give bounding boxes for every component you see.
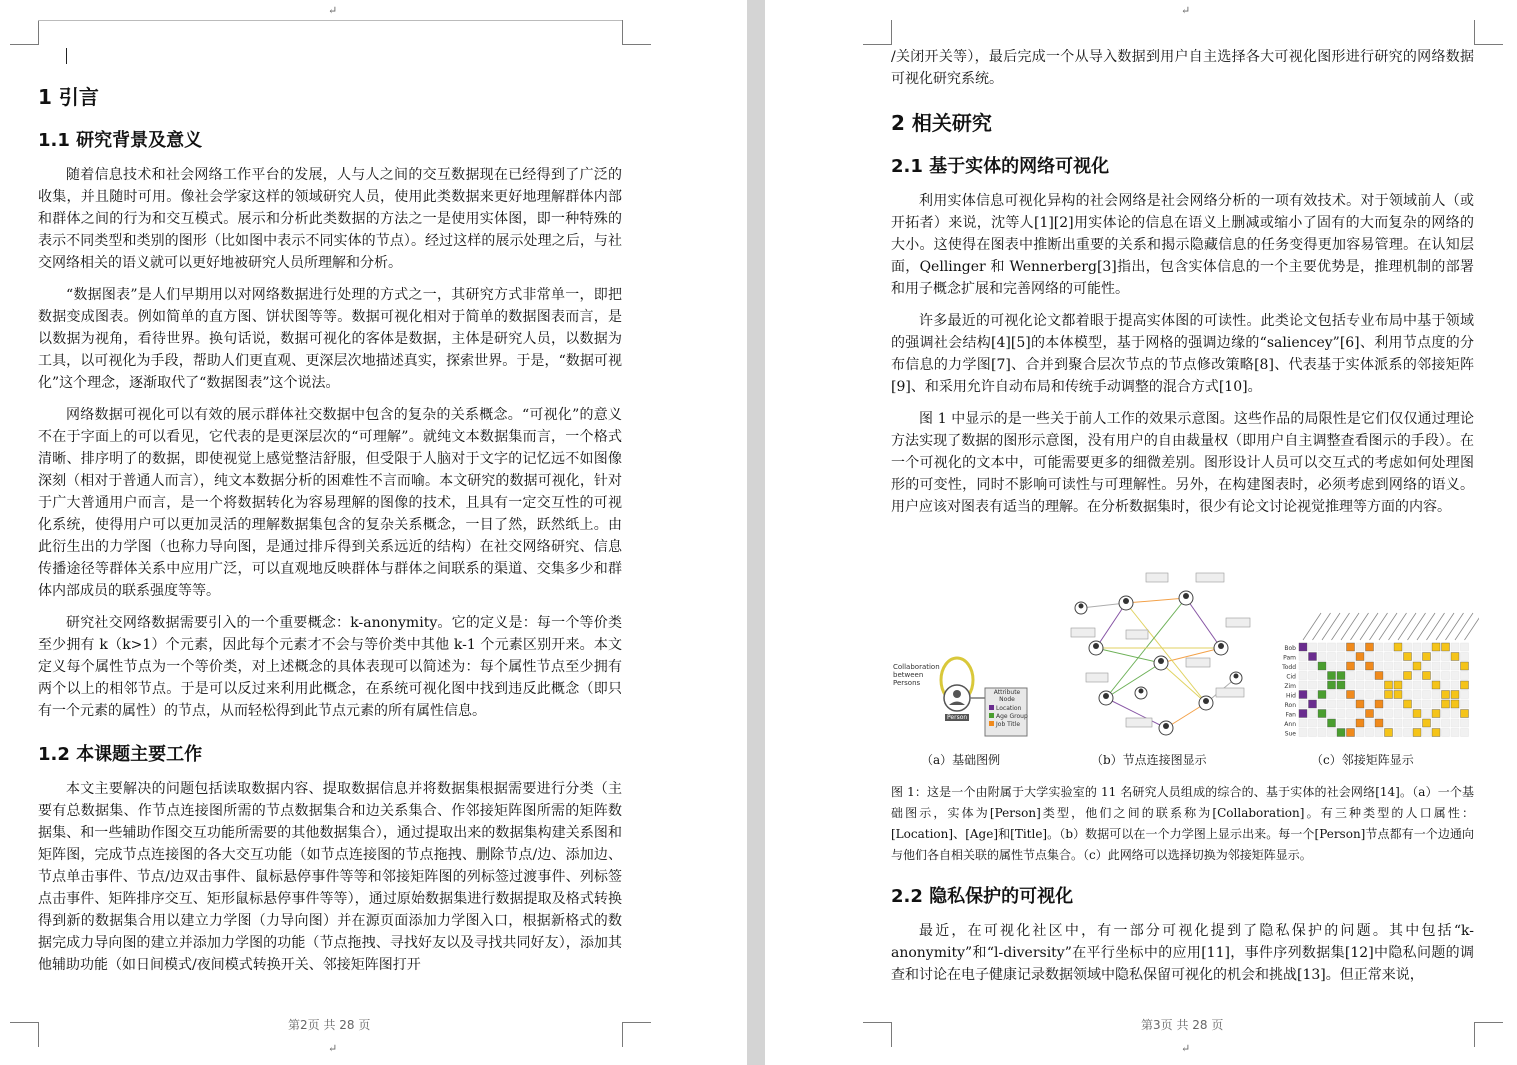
matrix-cell	[1442, 729, 1450, 737]
matrix-cell	[1404, 672, 1412, 680]
figure-caption: 图 1：这是一个由附属于大学实验室的 11 名研究人员组成的综合的、基于实体的社会网络[14]。（a）一个基础图示，实体为[Person]类型，他们之间的联系称为[Collaboration]。有三种类型的人口属性：[Location]、[Age]和[Title]。（b）数据可以在一个力学图上显示出来。每一个[Person]节点都有一个边通向与他们各自相关联的属性节点集合。（c）此网络可以选择切换为邻接矩阵显示。	[891, 785, 1474, 862]
matrix-cell	[1337, 719, 1345, 727]
matrix-cell	[1328, 700, 1336, 708]
matrix-cell	[1299, 681, 1307, 689]
matrix-cell	[1366, 643, 1374, 651]
matrix-cell	[1356, 700, 1364, 708]
matrix-cell	[1451, 691, 1459, 699]
paragraph: 图 1 中显示的是一些关于前人工作的效果示意图。这些作品的局限性是它们仅仅通过理论方法实现了数据的图形示意图，没有用户的自由裁量权（即用户自主调整查看图示的手段）。在一个可视化的文本中，可能需要更多的细微差别。图形设计人员可以交互式的考虑如何处理图形的可变性，同时不影响可读性与可理解性。另外，在构建图表时，必须考虑到网络的语义。用户应该对图表有适当的理解。在分析数据集时，很少有论文讨论视觉推理等方面的内容。	[891, 411, 1474, 515]
matrix-cell	[1318, 672, 1326, 680]
crop-mark	[863, 1022, 892, 1047]
matrix-cell	[1347, 710, 1355, 718]
matrix-column-label-mark	[1465, 613, 1480, 640]
page-footer: 第2页 共 28 页	[288, 1018, 371, 1032]
matrix-cell	[1356, 681, 1364, 689]
matrix-cell	[1299, 729, 1307, 737]
matrix-cell	[1432, 719, 1440, 727]
matrix-cell	[1299, 662, 1307, 670]
matrix-cell	[1442, 691, 1450, 699]
matrix-cell	[1461, 681, 1469, 689]
paragraph: 最近，在可视化社区中，有一部分可视化提到了隐私保护的问题。其中包括“k-anonymity”和“l-diversity”在平行坐标中的应用[11]，事件序列数据集[12]中隐私问题的调查和讨论在电子健康记录数据领域中隐私保留可视化的机会和挑战[13]。但正常来说，	[891, 923, 1474, 983]
left-page-body	[38, 86, 622, 976]
matrix-cell	[1299, 719, 1307, 727]
crop-mark	[863, 20, 892, 45]
heading-introduction: 1 引言	[38, 85, 99, 109]
matrix-cell	[1423, 653, 1431, 661]
matrix-cell	[1366, 681, 1374, 689]
matrix-cell	[1356, 672, 1364, 680]
matrix-cell	[1423, 691, 1431, 699]
paragraph-mark: ↵	[328, 1042, 338, 1055]
crop-mark	[10, 1022, 39, 1047]
paragraph-continued: /关闭开关等），最后完成一个从导入数据到用户自主选择各大可视化图形进行研究的网络数据可视化研究系统。	[891, 49, 1474, 87]
legend-items	[989, 705, 1028, 729]
matrix-cell	[1432, 710, 1440, 718]
matrix-cell	[1328, 672, 1336, 680]
heading-entity-visualization: 2.1 基于实体的网络可视化	[891, 156, 1110, 177]
matrix-cell	[1432, 691, 1440, 699]
matrix-cell	[1318, 653, 1326, 661]
matrix-cell	[1404, 700, 1412, 708]
matrix-cell	[1356, 643, 1364, 651]
paragraph-mark: ↵	[328, 4, 338, 17]
matrix-cell	[1375, 643, 1383, 651]
matrix-column-label-mark	[1351, 613, 1369, 640]
matrix-cell	[1385, 672, 1393, 680]
crop-mark	[622, 1022, 651, 1047]
matrix-column-label-mark	[1341, 613, 1359, 640]
paragraph: 随着信息技术和社会网络工作平台的发展，人与人之间的交互数据现在已经得到了广泛的收集，并且随时可用。像社会学家这样的领域研究人员，使用此类数据来更好地理解群体内部和群体之间的行为和交互模式。展示和分析此类数据的方法之一是使用实体图，即一种特殊的表示不同类型和类别的图形（比如图中表示不同实体的节点）。经过这样的展示处理之后，与社交网络相关的语义就可以更好地被研究人员所理解和分析。	[38, 167, 622, 271]
matrix-cell	[1404, 710, 1412, 718]
matrix-cell	[1356, 662, 1364, 670]
matrix-cell	[1404, 662, 1412, 670]
matrix-cell	[1394, 653, 1402, 661]
matrix-cell	[1318, 662, 1326, 670]
matrix-cell	[1423, 662, 1431, 670]
matrix-cell	[1328, 691, 1336, 699]
matrix-cell	[1394, 700, 1402, 708]
matrix-cell	[1356, 653, 1364, 661]
matrix-cell	[1328, 653, 1336, 661]
matrix-cell	[1385, 643, 1393, 651]
crop-mark	[622, 20, 651, 45]
matrix-cell	[1309, 681, 1317, 689]
legend-location: Location	[996, 705, 1022, 712]
matrix-cell	[1337, 672, 1345, 680]
legend-person-label: Person	[947, 714, 968, 721]
matrix-cell	[1347, 700, 1355, 708]
matrix-cell	[1375, 672, 1383, 680]
matrix-cell	[1309, 643, 1317, 651]
figure-b-node-link-diagram	[1066, 568, 1256, 748]
matrix-cell	[1366, 662, 1374, 670]
matrix-cell	[1451, 653, 1459, 661]
matrix-cell	[1423, 643, 1431, 651]
matrix-cell	[1404, 681, 1412, 689]
matrix-cell	[1451, 662, 1459, 670]
matrix-cell	[1442, 662, 1450, 670]
matrix-cell	[1423, 672, 1431, 680]
matrix-cell	[1385, 653, 1393, 661]
matrix-cell	[1347, 681, 1355, 689]
matrix-row-label: Ron	[1284, 702, 1296, 709]
matrix-cell	[1366, 691, 1374, 699]
matrix-cell	[1423, 681, 1431, 689]
matrix-cell	[1356, 719, 1364, 727]
matrix-cell	[1299, 700, 1307, 708]
matrix-cell	[1385, 691, 1393, 699]
matrix-cell	[1337, 653, 1345, 661]
matrix-cell	[1423, 729, 1431, 737]
matrix-cell	[1461, 700, 1469, 708]
matrix-cell	[1299, 691, 1307, 699]
matrix-cell	[1309, 700, 1317, 708]
matrix-cell	[1309, 719, 1317, 727]
matrix-cell	[1385, 700, 1393, 708]
matrix-cell	[1299, 710, 1307, 718]
paragraph: 本文主要解决的问题包括读取数据内容、提取数据信息并将数据集根据需要进行分类（主要有总数据集、作节点连接图所需的节点数据集合和边关系集合、作邻接矩阵图所需的矩阵数据集、和一些辅助作图交互功能所需要的其他数据集合），通过提取出来的数据集构建关系图和矩阵图，完成节点连接图的各大交互功能（如节点连接图的节点拖拽、删除节点/边、添加边、节点单击事件、节点/边双击事件、鼠标悬停事件等等和邻接矩阵图的列标签过渡事件、列标签点击事件、矩阵排序交互、矩形鼠标悬停事件等等），通过原始数据集进行数据提取及格式转换得到新的数据集合用以建立力学图（力导向图）并在源页面添加力学图入口，根据新格式的数据完成力导向图的建立并添加力学图的功能（节点拖拽、寻找好友以及寻找共同好友），添加其他辅助功能（如日间模式/夜间模式转换开关、邻接矩阵图打开	[38, 781, 622, 973]
matrix-cell	[1451, 729, 1459, 737]
matrix-column-label-mark	[1408, 613, 1426, 640]
matrix-cell	[1347, 662, 1355, 670]
paragraph: 研究社交网络数据需要引入的一个重要概念：k-anonymity。它的定义是：每一个等价类至少拥有 k（k>1）个元素，因此每个元素才不会与等价类中其他 k-1 个元素区别开来。本文定义每个属性节点为一个等价类，对上述概念的具体表现可以简述为：每个属性节点至少拥有两个以上的相邻节点。于是可以反过来利用此概念，在系统可视化图中找到违反此概念（即只有一个元素的属性）的节点，从而轻松得到此节点元素的所有属性信息。	[38, 615, 622, 719]
matrix-cell	[1432, 729, 1440, 737]
matrix-row-label: Hid	[1286, 692, 1296, 700]
matrix-cell	[1451, 710, 1459, 718]
matrix-cell	[1442, 643, 1450, 651]
matrix-cell	[1309, 710, 1317, 718]
matrix-cell	[1318, 710, 1326, 718]
matrix-cell	[1375, 710, 1383, 718]
matrix-cell	[1299, 643, 1307, 651]
matrix-cell	[1404, 719, 1412, 727]
matrix-column-label-mark	[1332, 613, 1350, 640]
heading-research-background: 1.1 研究背景及意义	[38, 130, 203, 151]
matrix-cell	[1366, 719, 1374, 727]
crop-mark	[1474, 1022, 1503, 1047]
matrix-row-label: Sue	[1284, 730, 1296, 738]
heading-privacy-visualization: 2.2 隐私保护的可视化	[891, 886, 1074, 907]
matrix-cell	[1461, 719, 1469, 727]
matrix-cell	[1309, 691, 1317, 699]
matrix-cell	[1432, 672, 1440, 680]
matrix-cell	[1356, 691, 1364, 699]
matrix-cell	[1451, 719, 1459, 727]
matrix-cell	[1309, 729, 1317, 737]
matrix-row-label: Fan	[1285, 711, 1296, 719]
legend-age-group: Age Group	[996, 713, 1028, 720]
matrix-cell	[1423, 719, 1431, 727]
matrix-cell	[1375, 700, 1383, 708]
matrix-row-label: Todd	[1282, 664, 1296, 671]
matrix-row-label: Cid	[1286, 673, 1296, 681]
text-cursor[interactable]	[66, 48, 67, 64]
legend-attribute-label: Attribute Node	[993, 689, 1021, 703]
matrix-cell	[1337, 710, 1345, 718]
matrix-cell	[1318, 691, 1326, 699]
matrix-cell	[1413, 653, 1421, 661]
matrix-cell	[1375, 653, 1383, 661]
paragraph: 网络数据可视化可以有效的展示群体社交数据中包含的复杂的关系概念。“可视化”的意义不在于字面上的可以看见，它代表的是更深层次的“可理解”。就纯文本数据集而言，一个格式清晰、排序明了的数据，即使视觉上感觉整洁舒服，但受限于人脑对于文字的记忆远不如图像深刻（相对于普通人而言），纯文本数据分析的困难性不言而喻。本文研究的数据可视化，针对于广大普通用户而言，是一个将数据转化为容易理解的图像的技术，且具有一定交互性的可视化系统，使得用户可以更加灵活的理解数据集包含的复杂关系概念，一目了然，跃然纸上。由此衍生出的力学图（也称力导向图，是通过排斥得到关系远近的结构）在社交网络研究、信息传播途径等群体关系中应用广泛，可以直观地反映群体与群体之间联系的渠道、交集多少和群体内部成员的联系强度等等。	[38, 407, 622, 599]
matrix-row-label: Pam	[1283, 654, 1296, 662]
matrix-cell	[1356, 710, 1364, 718]
matrix-cell	[1375, 729, 1383, 737]
matrix-cell	[1461, 672, 1469, 680]
matrix-column-label-mark	[1389, 613, 1407, 640]
matrix-cell	[1461, 729, 1469, 737]
matrix-cell	[1347, 643, 1355, 651]
page-footer: 第3页 共 28 页	[1141, 1018, 1224, 1032]
matrix-cell	[1461, 643, 1469, 651]
matrix-cell	[1432, 643, 1440, 651]
matrix-cell	[1337, 681, 1345, 689]
matrix-column-label-mark	[1446, 613, 1464, 640]
matrix-row-label: Zim	[1284, 683, 1296, 690]
matrix-cell	[1366, 729, 1374, 737]
matrix-cell	[1385, 719, 1393, 727]
matrix-cell	[1442, 700, 1450, 708]
figure-c-adjacency-matrix	[1269, 568, 1479, 748]
matrix-cell	[1413, 643, 1421, 651]
matrix-column-label-mark	[1455, 613, 1473, 640]
matrix-cell	[1299, 672, 1307, 680]
legend-job-title: Job Title	[996, 721, 1021, 728]
matrix-cell	[1366, 710, 1374, 718]
paragraph: 利用实体信息可视化异构的社会网络是社会网络分析的一项有效技术。对于领域前人（或开拓者）来说，沈等人[1][2]用实体论的信息在语义上删减或缩小了固有的大而复杂的网络的大小。这使得在图表中推断出重要的关系和揭示隐藏信息的任务变得更加容易管理。在认知层面，Qellinger 和 Wennerberg[3]指出，包含实体信息的一个主要优势是，推理机制的部署和用子概念扩展和完善网络的可能性。	[891, 193, 1474, 297]
matrix-cell	[1328, 729, 1336, 737]
page-gutter	[747, 0, 765, 1065]
matrix-cell	[1394, 729, 1402, 737]
matrix-cell	[1394, 672, 1402, 680]
subcaption-c: （c）邻接矩阵显示	[1311, 753, 1414, 767]
matrix-cell	[1394, 719, 1402, 727]
matrix-cell	[1461, 710, 1469, 718]
matrix-cell	[1318, 643, 1326, 651]
matrix-cell	[1328, 710, 1336, 718]
matrix-cell	[1394, 643, 1402, 651]
matrix-cell	[1385, 710, 1393, 718]
matrix-column-label-mark	[1313, 613, 1331, 640]
heading-related-research: 2 相关研究	[891, 111, 992, 135]
matrix-cell	[1309, 672, 1317, 680]
matrix-cell	[1442, 653, 1450, 661]
matrix-cell	[1318, 719, 1326, 727]
matrix-cell	[1442, 710, 1450, 718]
matrix-cell	[1337, 729, 1345, 737]
matrix-cell	[1461, 653, 1469, 661]
matrix-cell	[1347, 691, 1355, 699]
matrix-column-label-mark	[1379, 613, 1397, 640]
matrix-cell	[1394, 662, 1402, 670]
matrix-cell	[1413, 672, 1421, 680]
subcaption-b: （b）节点连接图显示	[1091, 753, 1207, 767]
matrix-cell	[1404, 643, 1412, 651]
matrix-cell	[1385, 662, 1393, 670]
matrix-cell	[1356, 729, 1364, 737]
matrix-cell	[1442, 719, 1450, 727]
matrix-cell	[1318, 700, 1326, 708]
matrix-cell	[1309, 653, 1317, 661]
figure-1	[891, 568, 1474, 778]
matrix-cell	[1337, 662, 1345, 670]
matrix-row-label: Ann	[1284, 721, 1296, 728]
matrix-cell	[1413, 700, 1421, 708]
matrix-cell	[1461, 691, 1469, 699]
matrix-cell	[1366, 672, 1374, 680]
matrix-cell	[1328, 719, 1336, 727]
matrix-cell	[1413, 662, 1421, 670]
matrix-cell	[1461, 662, 1469, 670]
header-line	[38, 20, 622, 21]
legend-collaboration-label: Collaboration between Persons	[893, 663, 940, 687]
matrix-cell	[1404, 691, 1412, 699]
matrix-row-label: Bob	[1284, 645, 1296, 652]
matrix-cell	[1451, 681, 1459, 689]
matrix-cell	[1394, 710, 1402, 718]
matrix-cell	[1432, 700, 1440, 708]
paragraph-mark: ↵	[1181, 4, 1191, 17]
matrix-cell	[1375, 719, 1383, 727]
matrix-cell	[1442, 672, 1450, 680]
matrix-cell	[1432, 653, 1440, 661]
matrix-cell	[1347, 729, 1355, 737]
matrix-cell	[1404, 653, 1412, 661]
crop-mark	[10, 20, 39, 45]
paragraph: 许多最近的可视化论文都着眼于提高实体图的可读性。此类论文包括专业布局中基于领域的强调社会结构[4][5]的本体模型，基于网格的强调边缘的“saliencey”[6]、利用节点度的分布信息的力学图[7]、合并到聚合层次节点的节点修改策略[8]、代表基于实体派系的邻接矩阵[9]、和采用允许自动布局和传统手动调整的混合方式[10]。	[891, 313, 1474, 395]
matrix-cell	[1337, 643, 1345, 651]
matrix-column-label-mark	[1322, 613, 1340, 640]
subcaption-a: （a）基础图例	[921, 753, 1001, 767]
matrix-cell	[1432, 681, 1440, 689]
matrix-cell	[1404, 729, 1412, 737]
matrix-cell	[1413, 729, 1421, 737]
matrix-column-label-mark	[1417, 613, 1435, 640]
matrix-column-label-mark	[1360, 613, 1378, 640]
matrix-cell	[1328, 681, 1336, 689]
matrix-cell	[1394, 691, 1402, 699]
matrix-cell	[1366, 653, 1374, 661]
document-page-right	[765, 0, 1517, 1065]
matrix-cell	[1451, 700, 1459, 708]
matrix-cell	[1366, 700, 1374, 708]
matrix-cell	[1413, 710, 1421, 718]
matrix-cell	[1385, 729, 1393, 737]
matrix-cell	[1309, 662, 1317, 670]
matrix-cell	[1451, 672, 1459, 680]
right-page-body-lower	[891, 782, 1474, 986]
matrix-cell	[1423, 710, 1431, 718]
matrix-cell	[1328, 662, 1336, 670]
matrix-cell	[1337, 691, 1345, 699]
matrix-cell	[1413, 681, 1421, 689]
matrix-cell	[1413, 691, 1421, 699]
matrix-cell	[1337, 700, 1345, 708]
matrix-cell	[1347, 672, 1355, 680]
matrix-cell	[1375, 662, 1383, 670]
matrix-column-label-mark	[1370, 613, 1388, 640]
matrix-cell	[1375, 681, 1383, 689]
matrix-cell	[1413, 719, 1421, 727]
heading-main-work: 1.2 本课题主要工作	[38, 744, 203, 765]
matrix-column-label-mark	[1398, 613, 1416, 640]
matrix-cell	[1318, 681, 1326, 689]
matrix-cell	[1318, 729, 1326, 737]
matrix-cell	[1328, 643, 1336, 651]
matrix-cell	[1394, 681, 1402, 689]
matrix-cell	[1432, 662, 1440, 670]
matrix-cell	[1347, 653, 1355, 661]
right-page-body	[891, 46, 1474, 518]
paragraph: “数据图表”是人们早期用以对网络数据进行处理的方式之一，其研究方式非常单一，即把数据变成图表。例如简单的直方图、饼状图等等。数据可视化相对于简单的数据图表而言，是以数据为视角，看待世界。换句话说，数据可视化的客体是数据，主体是研究人员，以数据为工具，以可视化为手段，帮助人们更直观、更深层次地描述真实，探索世界。于是，“数据可视化”这个理念，逐渐取代了“数据图表”这个说法。	[38, 287, 622, 391]
paragraph-mark: ↵	[1181, 1042, 1191, 1055]
matrix-column-label-mark	[1436, 613, 1454, 640]
matrix-column-label-mark	[1427, 613, 1445, 640]
matrix-cell	[1385, 681, 1393, 689]
matrix-cell	[1375, 691, 1383, 699]
matrix-column-label-mark	[1303, 613, 1321, 640]
matrix-cell	[1299, 653, 1307, 661]
matrix-cell	[1347, 719, 1355, 727]
crop-mark	[1474, 20, 1503, 45]
document-page-left	[0, 0, 747, 1065]
matrix-cell	[1451, 643, 1459, 651]
matrix-cell	[1442, 681, 1450, 689]
matrix-cell	[1423, 700, 1431, 708]
